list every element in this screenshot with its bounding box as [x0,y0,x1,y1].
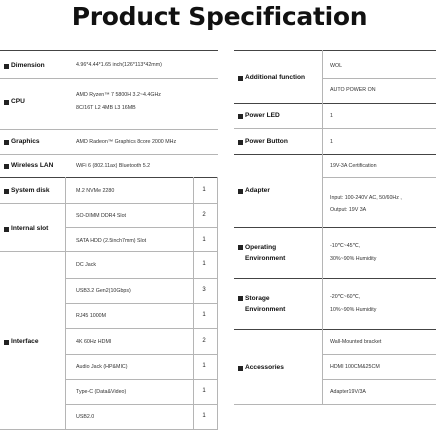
bullet-square-icon [4,227,9,232]
bullet-square-icon [238,366,243,371]
sub-row-divider [65,303,218,304]
left-spec-table [0,50,218,431]
internal-slot-qty: 1 [202,237,206,243]
sub-row-divider [65,354,218,355]
interface-item: USB3.2 Gen2(10Gbps) [76,288,131,294]
bullet-square-icon [238,140,243,145]
cpu-value-line2: 8C/16T L2 4MB L3 16MB [76,105,136,111]
adapter-certification: 19V-3A Certification [330,163,377,169]
bullet-square-icon [238,76,243,81]
row-divider [234,278,436,279]
accessory-item: HDMI 100CM&25CM [330,364,380,370]
column-divider [322,50,323,405]
system-disk-qty: 1 [202,187,206,193]
bullet-square-icon [4,189,9,194]
accessory-item: Wall-Mounted bracket [330,339,382,345]
table-bottom-rule [234,404,436,405]
bullet-square-icon [4,64,9,69]
dimension-value: 4.96*4.44*1.65 inch(126*113*42mm) [76,62,162,68]
additional-function-label: Additional function [238,74,305,82]
table-bottom-rule [0,429,218,430]
interface-item: 4K 60Hz HDMI [76,339,112,345]
interface-item: Audio Jack (HP&MIC) [76,364,128,370]
interface-qty: 1 [202,261,206,267]
table-right-edge [217,177,218,430]
bullet-square-icon [4,140,9,145]
interface-item: USB2.0 [76,414,95,420]
qty-column-divider [193,177,194,430]
row-divider [0,78,218,79]
cpu-value-line1: AMD Ryzen™ 7 5800H 3.2~4.4GHz [76,92,161,98]
row-divider [0,154,218,155]
bullet-square-icon [238,245,243,250]
interface-qty: 1 [202,413,206,419]
bullet-square-icon [238,296,243,301]
row-divider [234,329,436,330]
interface-qty: 3 [202,287,206,293]
row-divider [0,203,218,204]
adapter-input: Input: 100-240V AC, 50/60Hz , [330,195,402,201]
internal-slot-label: Internal slot [4,225,48,233]
internal-slot-item: SATA HDD (2.5inch7mm) Slot [76,238,147,244]
power-button-value: 1 [330,139,333,145]
bullet-square-icon [238,189,243,194]
storage-environment-label: Storage Environment [238,295,285,314]
accessories-label: Accessories [238,364,284,372]
interface-label: Interface [4,338,39,346]
row-divider [234,103,436,104]
sub-row-divider [65,404,218,405]
row-divider [0,177,218,178]
bullet-square-icon [4,340,9,345]
additional-function-item: WOL [330,63,343,69]
row-divider [234,154,436,155]
operating-humidity: 30%~90% Humidity [330,256,377,262]
column-divider [65,177,66,430]
additional-function-item: AUTO POWER ON [330,87,376,93]
operating-temperature: -10℃~45℃, [330,243,361,249]
row-divider [0,129,218,130]
table-top-rule [234,50,436,51]
sub-row-divider [65,227,218,228]
row-divider [234,227,436,228]
sub-row-divider [322,78,436,79]
system-disk-label: System disk [4,187,49,195]
storage-humidity: 10%~90% Humidity [330,307,377,313]
accessory-item: Adapter19V/3A [330,389,366,395]
interface-qty: 1 [202,312,206,318]
storage-temperature: -20℃~60℃, [330,294,361,300]
bullet-square-icon [4,100,9,105]
adapter-output: Output: 19V 3A [330,207,367,213]
table-top-rule [0,50,218,51]
sub-row-divider [65,379,218,380]
adapter-label: Adapter [238,187,270,195]
interface-item: Type-C (Data&Video) [76,389,127,395]
sub-row-divider [65,328,218,329]
interface-qty: 1 [202,363,206,369]
bullet-square-icon [238,114,243,119]
row-divider [234,128,436,129]
dimension-label: Dimension [4,62,45,70]
cpu-label: CPU [4,98,25,106]
right-spec-table [234,50,436,431]
interface-qty: 2 [202,338,206,344]
system-disk-value: M.2 NVMe 2280 [76,188,115,194]
power-led-value: 1 [330,113,333,119]
internal-slot-qty: 2 [202,212,206,218]
operating-environment-label: Operating Environment [238,244,285,263]
row-divider [0,251,218,252]
wireless-value: WiFi 6 (802.11ax) Bluetooth 5.2 [76,163,151,169]
graphics-value: AMD Radeon™ Graphics 8core 2000 MHz [76,139,177,145]
sub-row-divider [322,354,436,355]
sub-row-divider [65,278,218,279]
power-led-label: Power LED [238,112,280,120]
power-button-label: Power Button [238,138,288,146]
bullet-square-icon [4,164,9,169]
internal-slot-item: SO-DIMM DDR4 Slot [76,213,127,219]
page-title: Product Specification [71,2,368,31]
interface-item: DC Jack [76,262,97,268]
interface-item: RJ45 1000M [76,313,107,319]
wireless-label: Wireless LAN [4,162,53,170]
sub-row-divider [322,177,436,178]
sub-row-divider [322,379,436,380]
graphics-label: Graphics [4,138,40,146]
interface-qty: 1 [202,388,206,394]
